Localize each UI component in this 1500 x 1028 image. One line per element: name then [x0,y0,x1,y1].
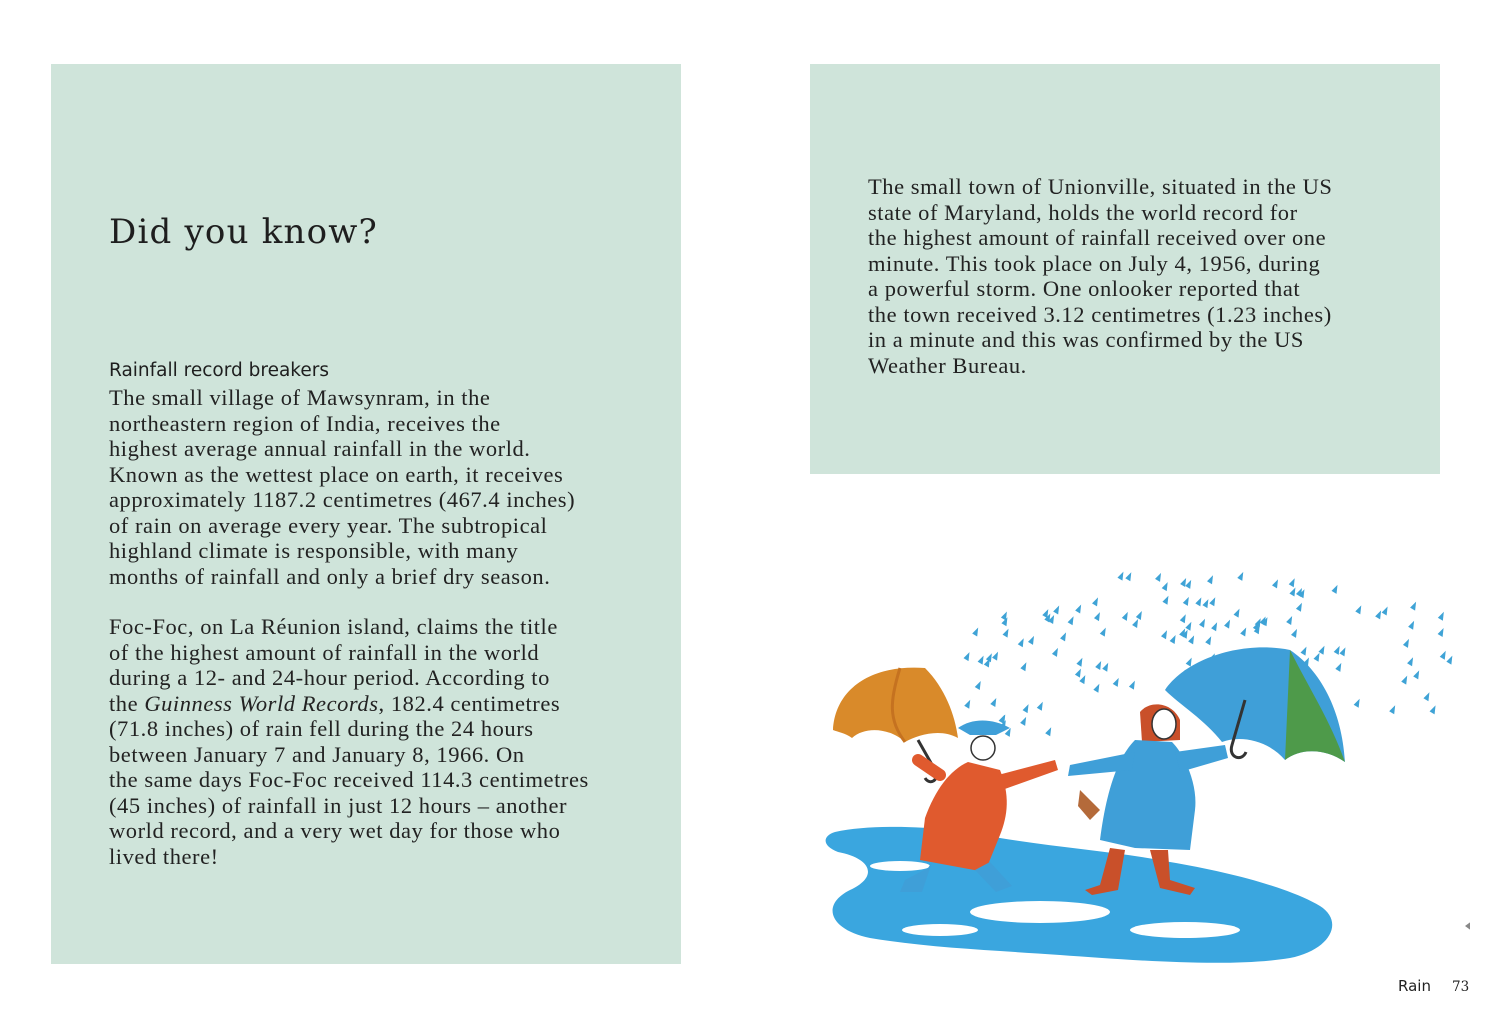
raindrop [972,628,978,637]
raindrop [1438,612,1444,621]
raindrop [1234,609,1240,618]
raindrop [1314,653,1320,662]
text-line: world record, and a very wet day for those who [109,818,561,843]
raindrop [1413,670,1419,679]
raindrop [1296,603,1302,612]
raindrop [1272,579,1278,588]
raindrop [1018,638,1024,647]
raindrop [1094,612,1100,621]
raindrop [1438,628,1444,637]
raindrop [1053,605,1059,614]
text-line: Weather Bureau. [868,352,1027,378]
children-with-umbrellas-in-rain-illustration [810,560,1470,980]
raindrop [1401,676,1407,685]
raindrop [1408,621,1414,630]
text-line: Foc-Foc, on La Réunion island, claims the title [109,614,558,639]
raindrop [978,656,984,665]
raindrop [1068,616,1074,625]
raindrop [1136,611,1142,620]
raindrop [1211,622,1217,631]
text-line: The small town of Unionville, situated in the US [868,174,1333,199]
text-line: the highest amount of rainfall received over one [868,225,1327,250]
raindrop [1382,606,1388,615]
raindrop [1339,647,1345,656]
raindrop [1334,646,1340,655]
raindrop [1205,636,1211,645]
book-title-italic: Guinness World Records [144,690,379,716]
raindrop [1260,616,1266,625]
raindrop [1122,612,1128,621]
raindrop [1199,619,1205,628]
raindrop [1335,663,1341,672]
raindrop [1195,597,1201,606]
raindrop [1052,648,1058,657]
text-line: of rain on average every year. The subtropical [109,512,548,538]
raindrop [1045,727,1051,736]
page-title: Did you know? [109,212,378,252]
raindrop [1117,572,1123,581]
raindrop [1188,635,1194,644]
text-line: the town received 3.12 centimetres (1.23 inches) [868,301,1332,327]
text-line: minute. This took place on July 4, 1956, during [868,250,1321,276]
raindrop [1179,628,1185,637]
section-label: Rain [1398,977,1431,995]
raindrop [1042,609,1048,618]
raindrop [964,700,970,709]
puddle [826,827,1333,963]
raindrop [1209,597,1215,606]
raindrop [1113,678,1119,687]
raindrop [1237,572,1243,581]
raindrop [975,681,981,690]
raindrop [1185,622,1191,631]
raindrop [1355,605,1361,614]
text-line: (45 inches) of rainfall in just 12 hours – another [109,792,568,818]
raindrop [1389,705,1395,714]
raindrop [1020,717,1026,726]
raindrop [1132,619,1138,628]
raindrop [1332,585,1338,594]
raindrop [1093,684,1099,693]
text-line: the [109,690,145,716]
raindrop [1286,616,1292,625]
raindrop [1180,614,1186,623]
raindrop [1161,630,1167,639]
text-line: in a minute and this was confirmed by the US [868,327,1304,352]
raindrop [1430,705,1436,714]
left-info-panel [51,64,681,964]
raindrop [990,698,996,707]
raindrop [1180,578,1186,587]
mawsynram-paragraph [109,385,649,589]
raindrop [1100,628,1106,637]
raindrop [1076,658,1082,667]
raindrop [1020,662,1026,671]
raindrop [1102,663,1108,672]
raindrop [1407,657,1413,666]
raindrop [1207,575,1213,584]
raindrop [1410,602,1416,611]
raindrop [992,652,998,661]
raindrop [1183,597,1189,606]
raindrop [1075,605,1081,614]
raindrop [1075,669,1081,678]
text-line: a powerful storm. One onlooker reported that [868,276,1301,301]
text-line: , 182.4 centimetres [378,690,561,716]
raindrop [1240,627,1246,636]
raindrop [1079,675,1085,684]
raindrop [1003,629,1009,638]
raindrop [1440,651,1446,660]
text-line: state of Maryland, holds the world record for [868,199,1298,225]
text-line: during a 12- and 24-hour period. According to [109,665,550,690]
raindrop [999,715,1005,724]
text-line: lived there! [109,843,219,869]
raindrop [1202,599,1208,608]
raindrop [1423,692,1429,701]
text-line: months of rainfall and only a brief dry season. [109,563,551,589]
text-line: approximately 1187.2 centimetres (467.4 inches) [109,487,576,512]
raindrop [1375,610,1381,619]
text-line: between January 7 and January 8, 1966. On [109,741,525,767]
raindrop [1092,597,1098,606]
section-subheading: Rainfall record breakers [109,360,329,381]
raindrop [1300,647,1306,656]
raindrop [1354,699,1360,708]
page-number: 73 [1452,979,1470,995]
raindrop [1186,658,1192,667]
text-line: (71.8 inches) of rain fell during the 24 hours [109,716,534,741]
raindrop [1291,629,1297,638]
text-line: The small village of Mawsynram, in the [109,385,491,410]
text-line: of the highest amount of rainfall in the world [109,639,540,665]
text-line: highest average annual rainfall in the world. [109,436,531,461]
text-line: Known as the wettest place on earth, it receives [109,461,564,487]
raindrop [1037,702,1043,711]
blue-umbrella [1165,647,1345,762]
unionville-paragraph [868,174,1428,378]
raindrop [1185,580,1191,589]
raindrop [1060,632,1066,641]
raindrop [1289,587,1295,596]
raindrop [1162,582,1168,591]
text-line: northeastern region of India, receives the [109,410,501,436]
raindrop [1446,656,1452,665]
raindrop [1028,636,1034,645]
foc-foc-paragraph [109,614,669,869]
raindrop [1023,704,1029,713]
text-line: highland climate is responsible, with many [109,538,519,563]
raindrop [1289,578,1295,587]
raindrop [986,653,992,662]
orange-umbrella [833,668,958,782]
raindrop [964,652,970,661]
page-mark-icon [1465,921,1470,931]
raindrop [1224,620,1230,629]
raindrop [1162,596,1168,605]
right-info-panel [810,64,1440,474]
raindrop [1129,681,1135,690]
raindrop [1095,661,1101,670]
raindrop [1170,635,1176,644]
raindrop [1155,573,1161,582]
text-line: the same days Foc-Foc received 114.3 centimetres [109,767,589,792]
raindrop [1125,572,1131,581]
raindrop [1403,639,1409,648]
